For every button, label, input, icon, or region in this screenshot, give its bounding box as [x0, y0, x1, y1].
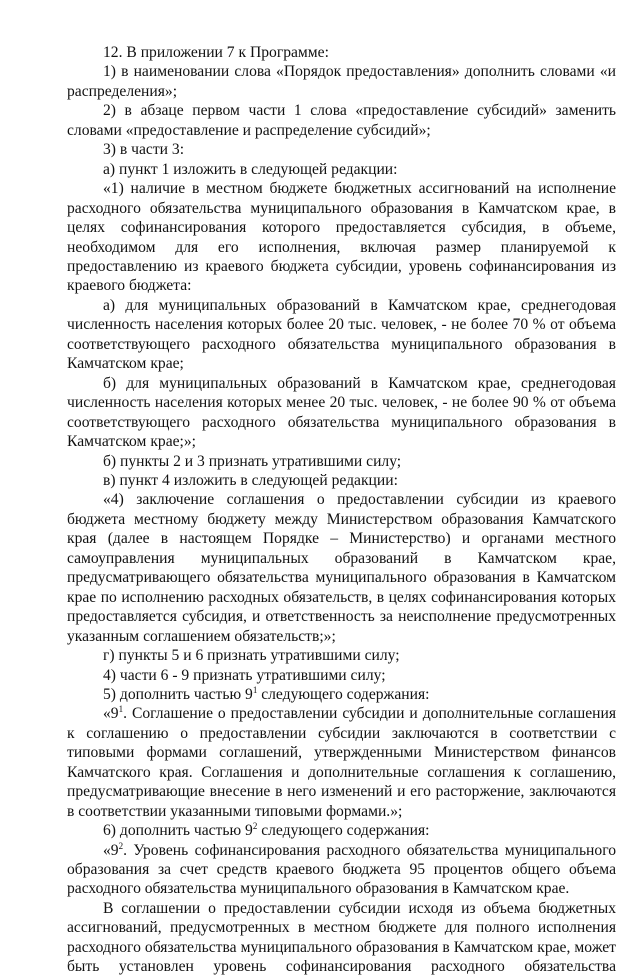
paragraph-text: в) пункт 4 изложить в следующей редакции:	[103, 471, 398, 489]
paragraph	[67, 452, 616, 471]
paragraph	[67, 646, 616, 665]
paragraph-text: 4) части 6 - 9 признать утратившими силу;	[103, 666, 386, 684]
paragraph-text: 6) дополнить частью 9	[103, 822, 253, 840]
paragraph	[67, 899, 616, 977]
paragraph	[67, 490, 616, 646]
superscript-index: 1	[118, 704, 124, 715]
paragraph-text-continued: следующего содержания:	[257, 685, 430, 703]
paragraph-text: «1) наличие в местном бюджете бюджетных ассигнований на исполнение расходного обязательства муниципального образования в Камчатском крае, в целях софинансирования которого предоставляется субсидия, в объеме, необходимом для его исполнения, включая размер планируемой к предоставлению из краевого бюджета субсидии, уровень софинансирования из краевого бюджета:	[67, 180, 616, 295]
paragraph-text: «9	[103, 705, 119, 723]
paragraph-text: 5) дополнить частью 9	[103, 685, 253, 703]
superscript-index: 2	[118, 840, 124, 851]
paragraph	[67, 374, 616, 452]
paragraph-text-continued: следующего содержания:	[257, 822, 430, 840]
paragraph	[67, 179, 616, 296]
paragraph-text: г) пункты 5 и 6 признать утратившими силу;	[103, 647, 400, 665]
paragraph	[67, 704, 616, 821]
superscript-index: 1	[252, 684, 258, 695]
paragraph	[67, 101, 616, 140]
paragraph-text: В соглашении о предоставлении субсидии исходя из объема бюджетных ассигнований, предусмотренных в местном бюджете для полного исполнения расходного обязательства муниципального образования в Камчатском крае, может быть установлен уровень софинансирования расходного обязательства	[67, 899, 616, 976]
paragraph-text: а) для муниципальных образований в Камчатском крае, среднегодовая численность населения которых более 20 тыс. человек, - не более 70 % от объема соответствующего расходного обязательства муниципального образования в Камчатском крае;	[67, 296, 616, 373]
paragraph-text: «9	[103, 841, 119, 859]
paragraph-text-continued: . Уровень софинансирования расходного обязательства муниципального образования за счет средств краевого бюджета 95 процентов общего объема расходного обязательства муниципального образования в Камчатском крае.	[67, 841, 616, 898]
paragraph-text: «4) заключение соглашения о предоставлении субсидии из краевого бюджета местному бюджету между Министерством образования Камчатского края (далее в настоящем Порядке – Министерство) и органами местного самоуправления муниципальных образований в Камчатском крае, предусматривающего обязательства муниципального образования в Камчатском крае по исполнению расходных обязательств, в целях софинансирования которых предоставляется субсидия, и ответственность за неисполнение предусмотренных указанным соглашением обязательств;»;	[67, 491, 616, 645]
paragraph-text: 12. В приложении 7 к Программе:	[103, 44, 329, 61]
paragraph	[67, 62, 616, 101]
paragraph-text: 2) в абзаце первом части 1 слова «предоставление субсидий» заменить словами «предоставление и распределение субсидий»;	[67, 102, 616, 139]
paragraph-text: б) пункты 2 и 3 признать утратившими силу;	[103, 452, 402, 470]
paragraph	[67, 471, 616, 490]
paragraph	[67, 821, 616, 840]
paragraph	[67, 685, 616, 704]
paragraph	[67, 296, 616, 374]
paragraph	[67, 43, 616, 62]
paragraph-text: б) для муниципальных образований в Камчатском крае, среднегодовая численность населения которых менее 20 тыс. человек, - не более 90 % от объема соответствующего расходного обязательства муниципального образования в Камчатском крае;»;	[67, 374, 616, 451]
paragraph	[67, 160, 616, 179]
paragraph-text: 3) в части 3:	[103, 141, 185, 159]
superscript-index: 2	[252, 820, 258, 831]
paragraph-text-continued: . Соглашение о предоставлении субсидии и дополнительные соглашения к соглашению о предоставлении субсидии заключаются в соответствии с типовыми формами соглашений, утвержденными Министерством финансов Камчатского края. Соглашения и дополнительные соглашения к соглашению, предусматривающие внесение в него изменений и его расторжение, заключаются в соответствии указанными типовыми формами.»;	[67, 705, 616, 820]
paragraph	[67, 841, 616, 899]
paragraph-text: а) пункт 1 изложить в следующей редакции:	[103, 160, 398, 178]
paragraph	[67, 140, 616, 159]
paragraph	[67, 666, 616, 685]
paragraph-text: 1) в наименовании слова «Порядок предоставления» дополнить словами «и распределения»;	[67, 63, 616, 100]
